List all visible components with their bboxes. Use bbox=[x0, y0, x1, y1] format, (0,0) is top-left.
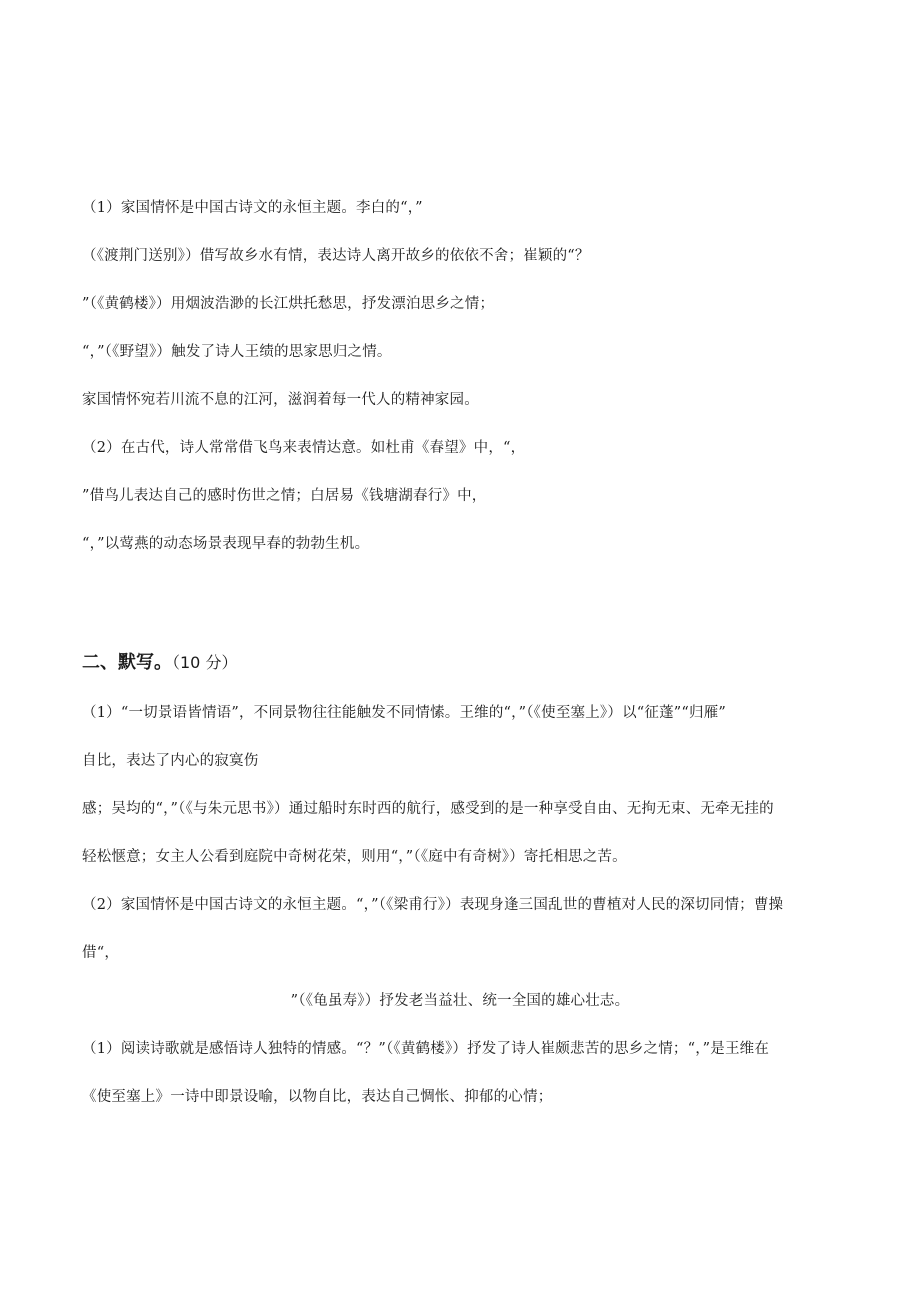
section-points: （10 分） bbox=[172, 653, 238, 672]
text-line: “，”以莺燕的动态场景表现早春的勃勃生机。 bbox=[82, 536, 370, 552]
text-line: （2）家国情怀是中国古诗文的永恒主题。“，”（《梁甫行》）表现身逢三国乱世的曹植对人民的深切同情；曹操 bbox=[82, 897, 784, 913]
text-line: ”（《黄鹤楼》）用烟波浩渺的长江烘托愁思，抒发漂泊思乡之情； bbox=[82, 296, 495, 312]
section-title: 二、默写。 bbox=[82, 652, 172, 673]
text-line: （《渡荆门送别》）借写故乡水有情，表达诗人离开故乡的依依不舍；崔颖的“？ bbox=[82, 248, 590, 264]
section-heading bbox=[82, 651, 237, 675]
text-line: 《使至塞上》一诗中即景设喻，以物自比，表达自己惆怅、抑郁的心情； bbox=[82, 1089, 553, 1105]
text-line: （1）“一切景语皆情语”，不同景物往往能触发不同情愫。王维的“，”（《使至塞上》）以“征蓬”“归雁” bbox=[82, 705, 727, 721]
text-line: “，”（《野望》）触发了诗人王绩的思家思归之情。 bbox=[82, 344, 392, 360]
text-line: ”借鸟儿表达自己的感时伤世之情；白居易《钱塘湖春行》中， bbox=[82, 488, 487, 504]
text-line: （2）在古代，诗人常常借飞鸟来表情达意。如杜甫《春望》中，“， bbox=[82, 440, 526, 456]
text-line: 轻松惬意；女主人公看到庭院中奇树花荣，则用“，”（《庭中有奇树》）寄托相思之苦。 bbox=[82, 849, 627, 865]
text-line: （1）家国情怀是中国古诗文的永恒主题。李白的“，” bbox=[82, 200, 423, 216]
text-line: 家国情怀宛若川流不息的江河，滋润着每一代人的精神家园。 bbox=[82, 392, 479, 408]
text-line: （1）阅读诗歌就是感悟诗人独特的情感。“？”（《黄鹤楼》）抒发了诗人崔颇悲苦的思乡之情；“，”是王维在 bbox=[82, 1041, 770, 1057]
text-line: 自比，表达了内心的寂寞伤 bbox=[82, 753, 259, 769]
text-line: 感；吴均的“，”（《与朱元思书》）通过船时东时西的航行，感受到的是一种享受自由、无拘无束、无牵无挂的 bbox=[82, 801, 774, 817]
text-line: ”（《龟虽寿》）抒发老当益壮、统一全国的雄心壮志。 bbox=[290, 993, 630, 1009]
text-line: 借“， bbox=[82, 945, 120, 961]
